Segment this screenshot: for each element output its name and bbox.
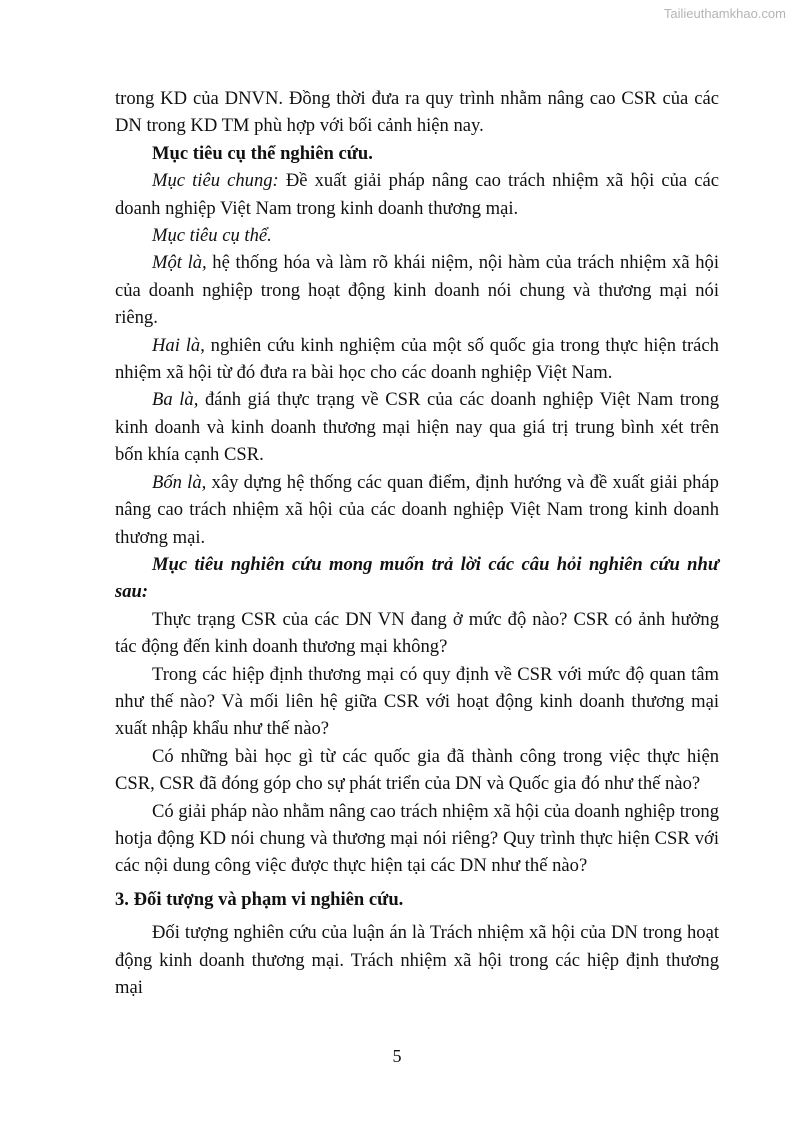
heading-section-3: 3. Đối tượng và phạm vi nghiên cứu. [115, 888, 404, 910]
paragraph-intro-continuation: trong KD của DNVN. Đồng thời đưa ra quy trình nhằm nâng cao CSR của các DN trong KD TM phù hợp với bối cảnh hiện nay. [115, 88, 719, 137]
paragraph-question-one: Thực trạng CSR của các DN VN đang ở mức độ nào? CSR có ảnh hưởng tác động đến kinh doanh thương mại không? [115, 608, 719, 658]
objective-two-text: , nghiên cứu kinh nghiệm của một số quốc gia trong thực hiện trách nhiệm xã hội từ đó đưa ra bài học cho các doanh nghiệp Việt Nam. [115, 334, 719, 384]
objective-four-text: xây dựng hệ thống các quan điểm, định hướng và đề xuất giải pháp nâng cao trách nhiệm xã hội của các doanh nghiệp Việt Nam trong kinh doanh thương mại. [115, 471, 719, 548]
paragraph-question-three: Có những bài học gì từ các quốc gia đã thành công trong việc thực hiện CSR, CSR đã đóng góp cho sự phát triển của DN và Quốc gia đó như thế nào? [115, 745, 719, 795]
heading-research-questions: Mục tiêu nghiên cứu mong muốn trả lời các câu hỏi nghiên cứu như sau: [115, 553, 719, 603]
paragraph-objective-two [115, 332, 719, 387]
objective-one-label: Một là, [152, 252, 207, 274]
paragraph-objective-four [115, 469, 719, 551]
paragraph-question-two: Trong các hiệp định thương mại có quy định về CSR với mức độ quan tâm như thế nào? Và mối liên hệ giữa CSR với hoạt động kinh doanh thương mại xuất nhập khẩu như thế nào? [115, 663, 719, 740]
watermark-text: Tailieuthamkhao.com [663, 6, 786, 21]
paragraph-objective-three [115, 386, 719, 468]
page-number: 5 [392, 1046, 402, 1066]
paragraph-general-objective [115, 167, 719, 222]
objective-two-label: Hai là [152, 334, 201, 356]
objective-four-label: Bốn là, [152, 471, 207, 493]
paragraph-objective-one [115, 249, 719, 331]
paragraph-question-four: Có giải pháp nào nhằm nâng cao trách nhiệm xã hội của doanh nghiệp trong hotja động KD nói chung và thương mại nói riêng? Quy trình thực hiện CSR với các nội dung công việc được thực hiện tại các DN như thế nào? [115, 800, 719, 877]
general-objective-text: Đề xuất giải pháp nâng cao trách nhiệm xã hội của các doanh nghiệp Việt Nam trong kinh doanh thương mại. [115, 170, 719, 219]
general-objective-label: Mục tiêu chung: [152, 170, 279, 192]
paragraph-research-subject: Đối tượng nghiên cứu của luận án là Trách nhiệm xã hội của DN trong hoạt động kinh doanh thương mại. Trách nhiệm xã hội trong các hiệp định thương mại [115, 922, 719, 998]
objective-one-text: hệ thống hóa và làm rõ khái niệm, nội hàm của trách nhiệm xã hội của doanh nghiệp trong hoạt động kinh doanh nói chung và thương mại nói riêng. [115, 252, 719, 329]
document-body [115, 85, 719, 1001]
heading-specific-objectives: Mục tiêu cụ thể nghiên cứu. [152, 142, 373, 164]
objective-three-text: đánh giá thực trạng về CSR của các doanh nghiệp Việt Nam trong kinh doanh và kinh doanh thương mại hiện nay qua giá trị trung bình xét trên bốn khía cạnh CSR. [115, 389, 719, 466]
specific-objectives-label: Mục tiêu cụ thể. [152, 225, 272, 247]
objective-three-label: Ba là, [152, 389, 199, 411]
